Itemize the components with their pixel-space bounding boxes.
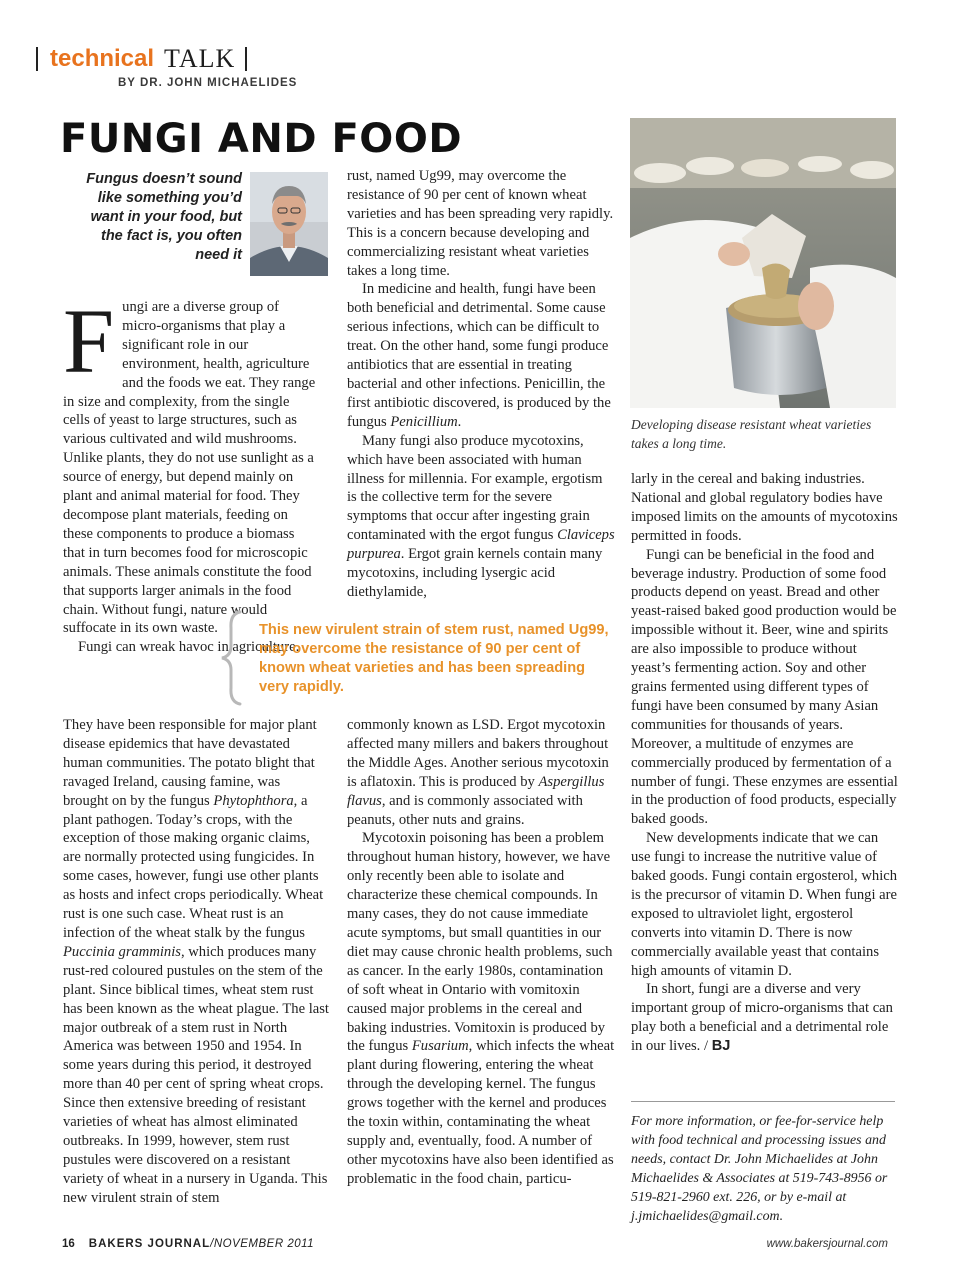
pull-quote bbox=[214, 608, 614, 708]
magazine-name: BAKERS JOURNAL bbox=[88, 1238, 211, 1250]
column-2-bottom bbox=[347, 716, 615, 1189]
section-label-technical: technical bbox=[50, 45, 155, 72]
divider-rule bbox=[631, 1101, 895, 1102]
curly-brace-icon bbox=[214, 608, 254, 708]
author-photo bbox=[250, 172, 328, 276]
paragraph-4-text-b: . Ergot grain kernels contain many mycotoxins, including lysergic acid diethylamide, bbox=[347, 546, 603, 600]
article-title: FUNGI AND FOOD bbox=[60, 116, 463, 162]
header-divider bbox=[245, 47, 247, 71]
signoff-mark: BJ bbox=[711, 1038, 731, 1055]
paragraph-4-text-d: , and is commonly associated with peanuts, other nuts and grains. bbox=[347, 792, 583, 828]
italic-claviceps: Claviceps purpurea bbox=[347, 527, 615, 563]
column-1-bottom bbox=[63, 716, 329, 1208]
column-3 bbox=[631, 470, 899, 1056]
column-1-top bbox=[63, 290, 316, 657]
paragraph-3-end: . bbox=[457, 413, 462, 430]
italic-puccinia: Puccinia gramminis bbox=[63, 943, 181, 960]
paragraph-2-start: Fungi can wreak havoc in agriculture. bbox=[78, 639, 300, 656]
byline: BY DR. JOHN MICHAELIDES bbox=[118, 77, 298, 89]
paragraph-1 bbox=[63, 290, 316, 638]
website-link[interactable]: www.bakersjournal.com bbox=[766, 1238, 888, 1250]
paragraph-4-text-a: Many fungi also produce mycotoxins, which have been associated with human illness for millennia. For example, ergotism is the collective term for the severe symptoms that occur after ingesting grain contaminated with the ergot fungus bbox=[347, 432, 603, 544]
paragraph-7: New developments indicate that we can use fungi to increase the nutritive value of baked goods. Fungi contain ergosterol, which is the precursor of vitamin D. When fungi are exposed to ultraviolet light, ergosterol converts into vitamin D. There is now commercially available yeast that contains high amounts of vitamin D. bbox=[631, 830, 898, 979]
paragraph-2-continued bbox=[63, 716, 329, 1208]
paragraph-5 bbox=[347, 829, 615, 1188]
paragraph-8-text: In short, fungi are a diverse and very important group of micro-organisms that can play both a beneficial and a detrimental role in our lives. / bbox=[631, 981, 893, 1055]
paragraph-5-end: larly in the cereal and baking industries. National and global regulatory bodies have imposed limits on the amounts of mycotoxins permitted in foods. bbox=[631, 471, 898, 544]
photo-caption: Developing disease resistant wheat varieties takes a long time. bbox=[631, 417, 872, 451]
paragraph-2-text-a: They have been responsible for major plant disease epidemics that have devastated human communities. The potato blight that ravaged Ireland, causing famine, was brought on by the fungus bbox=[63, 717, 317, 809]
paragraph-5-text-a: Mycotoxin poisoning has been a problem throughout human history, however, we have only recently been able to isolate and characterize these chemical compounds. In many cases, they do not cause immediate acute symptoms, but small quantities in our diet may cause chronic health problems, such as cancer. In the early 1980s, contamination of soft wheat in Ontario with vomitoxin caused major problems in the cereal and baking industries. Vomitoxin is produced by the fungus bbox=[347, 830, 613, 1055]
page-footer bbox=[62, 1238, 314, 1250]
pull-quote-text: This new virulent strain of stem rust, named Ug99, may overcome the resistance of 90 per cent of known wheat varieties and has been spreading very rapidly. bbox=[259, 622, 609, 695]
article-deck: Fungus doesn’t sound like something you’d want in your food, but the fact is, you often need it bbox=[86, 171, 242, 263]
paragraph-8 bbox=[631, 980, 899, 1056]
header-divider bbox=[36, 47, 38, 71]
section-header bbox=[36, 44, 247, 76]
paragraph-2-end: rust, named Ug99, may overcome the resistance of 90 per cent of known wheat varieties and has been spreading very rapidly. This is a concern because developing and commercializing resistant wheat varieties takes a long time. bbox=[347, 168, 614, 279]
paragraph-4 bbox=[347, 432, 615, 602]
wheat-sample-photo bbox=[630, 118, 896, 408]
paragraph-2-text-b: , a plant pathogen. Today’s crops, with the exception of those making organic claims, are normally protected using fungicides. In some cases, however, fungi use other plants as hosts and infect crops periodically. Wheat rust is one such case. Wheat rust is an infection of the wheat stalk by the fungus bbox=[63, 792, 324, 941]
paragraph-6: Fungi can be beneficial in the food and beverage industry. Production of some food products depend on yeast. Bread and other yeast-raised baked good production would be impossible without it. Beer, wine and spirits are also impossible to produce without yeast’s fermenting action. Soy and other grains fermented using different types of fungi have been consumed by many Asian communities for thousands of years. Moreover, a multitude of enzymes are commercially produced by fermentation of a number of fungi. These enzymes are essential in the production of food products, especially baked goods. bbox=[631, 546, 898, 828]
paragraph-3-text: In medicine and health, fungi have been both beneficial and detrimental. Some cause serious infections, which can be difficult to treat. On the other hand, some fungi produce antibiotics that are essential in treating bacterial and other infections. Penicillin, the first antibiotic discovered, is produced by the fungus bbox=[347, 281, 611, 430]
paragraph-1-text: ungi are a diverse group of micro-organisms that play a significant role in our environment, health, agriculture and the foods we eat. They range in size and complexity, from the single cells of yeast to large structures, such as various cultivated and wild mushrooms. Unlike plants, they do not use sunlight as a source of energy, but depend mainly on plant and animal material for food. They decompose plant materials, feeding on these components to produce a biomass that in turn becomes food for microscopic animals. These animals constitute the food that supports larger animals in the food chain. Without fungi, nature would suffocate in its own waste. bbox=[63, 299, 316, 637]
italic-penicillium: Penicillium bbox=[390, 413, 458, 430]
drop-cap: F bbox=[63, 290, 115, 392]
page-number: 16 bbox=[62, 1238, 75, 1250]
paragraph-4-continued bbox=[347, 716, 615, 829]
paragraph-4-text-c: commonly known as LSD. Ergot mycotoxin affected many millers and bakers throughout the Middle Ages. Another serious mycotoxin is aflatoxin. This is produced by bbox=[347, 717, 609, 790]
column-2-top bbox=[347, 167, 615, 602]
contact-info: For more information, or fee-for-service help with food technical and processing issues and needs, contact Dr. John Michaelides at John Michaelides & Associates at 519-743-8956 or 519-821-2960 ext. 226, or by e-mail at j.jmichaelides@gmail.com. bbox=[631, 1114, 888, 1224]
issue-date: /NOVEMBER 2011 bbox=[210, 1238, 315, 1250]
paragraph-2-text-c: , which produces many rust-red coloured pustules on the stem of the plant. Since biblical times, wheat stem rust has been known as the wheat plague. The last major outbreak of a stem rust in North America was between 1950 and 1954. In some years during this period, it destroyed more than 40 per cent of spring wheat crops. Since then extensive breeding of resistant varieties of wheat has almost eliminated outbreaks. In 1999, however, stem rust pustules were discovered on a resistant variety of wheat in a nursery in Uganda. This new virulent strain of stem bbox=[63, 943, 329, 1206]
italic-aspergillus: Aspergillus flavus bbox=[347, 773, 605, 809]
italic-fusarium: Fusarium bbox=[411, 1038, 469, 1055]
paragraph-3 bbox=[347, 280, 615, 431]
paragraph-5-text-b: , which infects the wheat plant during flowering, entering the wheat through the developing kernel. The fungus grows together with the kernel and produces the toxin within, contaminating the wheat supply and, eventually, food. A number of other mycotoxins have also been identified as problematic in the food chain, particu- bbox=[347, 1038, 615, 1187]
italic-phytophthora: Phytophthora bbox=[213, 792, 294, 809]
section-label-talk: TALK bbox=[164, 44, 236, 73]
